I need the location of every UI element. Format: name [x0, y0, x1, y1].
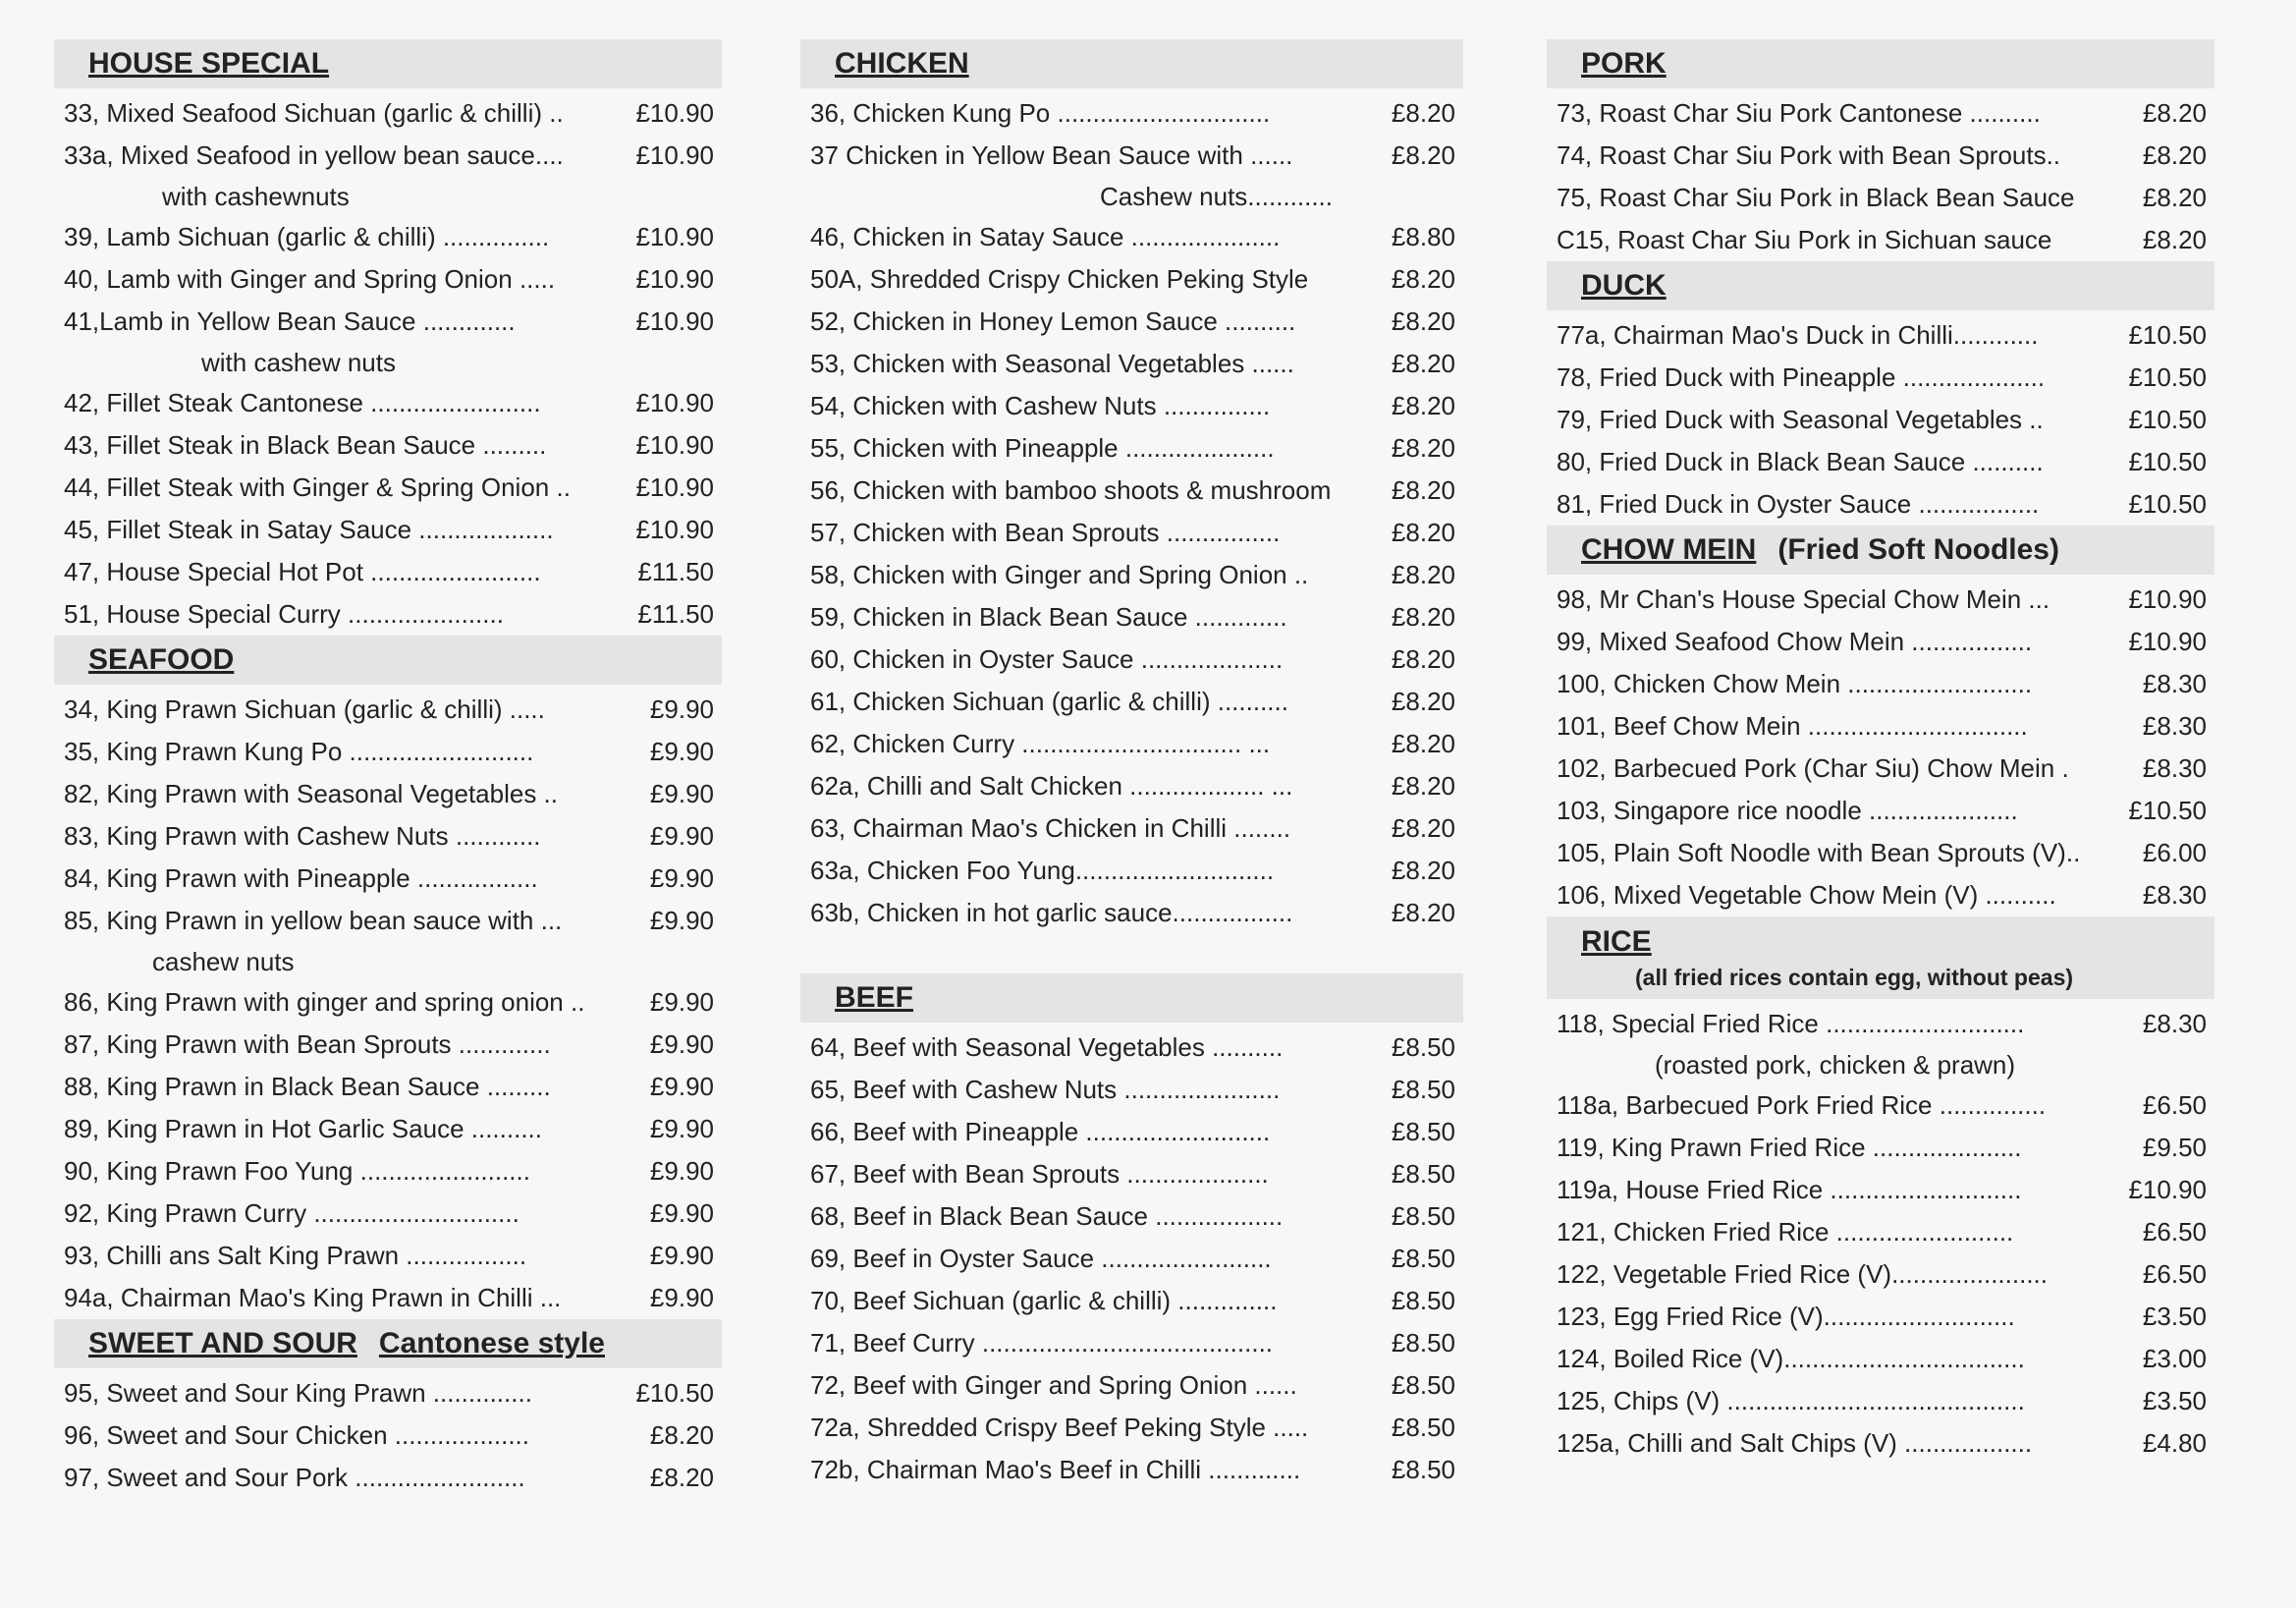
- menu-item: [800, 1111, 1463, 1153]
- menu-item-price: £9.90: [649, 1029, 714, 1059]
- menu-item-name: 72b, Chairman Mao's Beef in Chilli .............: [810, 1455, 1301, 1484]
- menu-item-price: £4.80: [2142, 1428, 2207, 1458]
- menu-item-name: 85, King Prawn in yellow bean sauce with ...: [64, 906, 563, 935]
- menu-item-name: 66, Beef with Pineapple ..........................: [810, 1117, 1271, 1146]
- section-spacer: [800, 934, 1463, 973]
- menu-item: [54, 509, 722, 551]
- menu-item: [54, 731, 722, 773]
- menu-item-name: 101, Beef Chow Mein ...............................: [1557, 711, 2028, 741]
- menu-item-name: 56, Chicken with bamboo shoots & mushroom: [810, 475, 1332, 505]
- menu-item-price: £8.50: [1391, 1201, 1455, 1231]
- menu-item: [800, 92, 1463, 135]
- menu-item-price: £8.50: [1391, 1159, 1455, 1189]
- menu-item-price: £8.20: [2142, 183, 2207, 212]
- menu-item-name: 78, Fried Duck with Pineapple ....................: [1557, 362, 2046, 392]
- menu-item-price: £8.20: [649, 1463, 714, 1492]
- menu-item: [54, 1372, 722, 1414]
- menu-item: [1547, 832, 2214, 874]
- menu-item-price: £9.90: [649, 863, 714, 893]
- menu-item-name: 106, Mixed Vegetable Chow Mein (V) ..........: [1557, 880, 2056, 910]
- menu-item-price: £10.90: [2128, 1175, 2207, 1204]
- menu-item-name: 71, Beef Curry .........................................: [810, 1328, 1274, 1358]
- menu-item: [800, 723, 1463, 765]
- menu-item-name: 123, Egg Fried Rice (V)...........................: [1557, 1302, 2015, 1331]
- menu-item-name: 97, Sweet and Sour Pork ........................: [64, 1463, 525, 1492]
- menu-item: [1547, 1211, 2214, 1253]
- section-header-row: [88, 643, 234, 677]
- menu-item-name: 121, Chicken Fried Rice .........................: [1557, 1217, 2014, 1247]
- menu-item-price: £8.20: [2142, 140, 2207, 170]
- menu-item: [1547, 663, 2214, 705]
- menu-item: [54, 858, 722, 900]
- menu-item: [1547, 579, 2214, 621]
- menu-item-price: £10.50: [635, 1378, 714, 1408]
- menu-item-price: £8.20: [1391, 856, 1455, 885]
- menu-item-price: £8.30: [2142, 1009, 2207, 1038]
- menu-item: [800, 1195, 1463, 1238]
- menu-item-subline: with cashew nuts: [201, 348, 396, 377]
- menu-item-price: £10.90: [635, 388, 714, 417]
- menu-column-right: [1547, 39, 2214, 1465]
- menu-item-price: £6.50: [2142, 1217, 2207, 1247]
- menu-item: [800, 1069, 1463, 1111]
- section-header-row: [1581, 533, 2059, 567]
- menu-item: [800, 1322, 1463, 1364]
- menu-item-price: £8.30: [2142, 753, 2207, 783]
- menu-item-price: £8.50: [1391, 1032, 1455, 1062]
- menu-item: [800, 512, 1463, 554]
- menu-item-subline: (roasted pork, chicken & prawn): [1655, 1050, 2016, 1080]
- menu-item: [54, 773, 722, 815]
- menu-item-name: 40, Lamb with Ginger and Spring Onion .....: [64, 264, 556, 294]
- menu-item-name: 52, Chicken in Honey Lemon Sauce ..........: [810, 306, 1296, 336]
- section-subtitle: Cantonese style: [378, 1327, 605, 1359]
- menu-item-price: £6.50: [2142, 1090, 2207, 1120]
- section-subtitle: (Fried Soft Noodles): [1777, 533, 2059, 566]
- menu-item-name: 60, Chicken in Oyster Sauce ....................: [810, 644, 1284, 674]
- menu-item: [800, 470, 1463, 512]
- section-header-chow-mein: [1547, 526, 2214, 575]
- menu-item: [800, 807, 1463, 850]
- menu-item: [1547, 92, 2214, 135]
- menu-item: [1547, 314, 2214, 357]
- menu-item-price: £9.90: [649, 821, 714, 851]
- section-title: BEEF: [835, 981, 914, 1014]
- menu-item-price: £8.20: [1391, 771, 1455, 801]
- menu-item-price: £9.90: [649, 1156, 714, 1186]
- menu-item: [1547, 177, 2214, 219]
- menu-item-name: 42, Fillet Steak Cantonese ........................: [64, 388, 541, 417]
- menu-item-name: 90, King Prawn Foo Yung ........................: [64, 1156, 530, 1186]
- menu-item-price: £8.20: [1391, 306, 1455, 336]
- menu-item-price: £10.90: [635, 98, 714, 128]
- menu-item-name: 59, Chicken in Black Bean Sauce .............: [810, 602, 1287, 632]
- menu-item-name: 98, Mr Chan's House Special Chow Mein ...: [1557, 584, 2050, 614]
- menu-item-price: £9.90: [649, 1198, 714, 1228]
- menu-item: [1547, 621, 2214, 663]
- menu-item: [800, 216, 1463, 258]
- menu-item: [54, 1066, 722, 1108]
- menu-item-price: £9.90: [649, 1241, 714, 1270]
- menu-item-price: £8.20: [1391, 391, 1455, 420]
- menu-item: [1547, 399, 2214, 441]
- menu-item-price: £9.90: [649, 737, 714, 766]
- section-title: DUCK: [1581, 269, 1667, 302]
- menu-item: [1547, 135, 2214, 177]
- menu-item: [800, 1026, 1463, 1069]
- menu-item-price: £10.50: [2128, 796, 2207, 825]
- menu-item-name: 124, Boiled Rice (V)..................................: [1557, 1344, 2025, 1373]
- menu-item-name: 119, King Prawn Fried Rice .....................: [1557, 1133, 2022, 1162]
- menu-item-price: £8.20: [1391, 98, 1455, 128]
- menu-item-price: £8.30: [2142, 880, 2207, 910]
- section-title: SEAFOOD: [88, 643, 235, 676]
- menu-item-price: £10.90: [635, 430, 714, 460]
- section-header-row: [88, 1327, 605, 1360]
- menu-item-price: £10.90: [635, 472, 714, 502]
- menu-item: [1547, 1338, 2214, 1380]
- menu-item-name: 63b, Chicken in hot garlic sauce.................: [810, 898, 1293, 927]
- section-title: HOUSE SPECIAL: [88, 47, 330, 80]
- menu-item-price: £10.50: [2128, 489, 2207, 519]
- section-title: SWEET AND SOUR: [88, 1327, 357, 1359]
- menu-item: [1547, 1253, 2214, 1296]
- menu-item-price: £3.50: [2142, 1386, 2207, 1415]
- menu-item-name: 33a, Mixed Seafood in yellow bean sauce....: [64, 140, 564, 170]
- menu-item-price: £11.50: [637, 599, 714, 629]
- menu-item-name: 75, Roast Char Siu Pork in Black Bean Sauce: [1557, 183, 2075, 212]
- menu-item-price: £10.90: [635, 306, 714, 336]
- menu-column-left: [54, 39, 722, 1499]
- menu-item-name: 118, Special Fried Rice ............................: [1557, 1009, 2025, 1038]
- menu-item: [800, 1407, 1463, 1449]
- menu-item-name: 125, Chips (V) ..........................................: [1557, 1386, 2025, 1415]
- menu-item-name: 64, Beef with Seasonal Vegetables ..........: [810, 1032, 1284, 1062]
- menu-item-name: 80, Fried Duck in Black Bean Sauce ..........: [1557, 447, 2044, 476]
- menu-item-price: £11.50: [637, 557, 714, 586]
- menu-item: [800, 258, 1463, 301]
- menu-item-name: 41,Lamb in Yellow Bean Sauce .............: [64, 306, 516, 336]
- menu-column-middle: [800, 39, 1463, 1491]
- menu-item: [1547, 748, 2214, 790]
- menu-item-price: £8.20: [1391, 687, 1455, 716]
- menu-item: [1547, 705, 2214, 748]
- menu-item-name: 84, King Prawn with Pineapple .................: [64, 863, 538, 893]
- menu-item: [800, 1449, 1463, 1491]
- menu-item-name: 62, Chicken Curry ............................... ...: [810, 729, 1271, 758]
- menu-item-name: 82, King Prawn with Seasonal Vegetables ..: [64, 779, 558, 808]
- menu-item-name: 65, Beef with Cashew Nuts ......................: [810, 1075, 1281, 1104]
- menu-item: [800, 1364, 1463, 1407]
- menu-item-price: £10.90: [635, 264, 714, 294]
- section-header-row: [1581, 269, 1667, 303]
- menu-item: [800, 385, 1463, 427]
- menu-item-price: £9.90: [649, 779, 714, 808]
- menu-item: [1547, 1084, 2214, 1127]
- section-header-pork: [1547, 39, 2214, 88]
- menu-item-price: £8.50: [1391, 1244, 1455, 1273]
- menu-item-name: 103, Singapore rice noodle .....................: [1557, 796, 2018, 825]
- menu-item-price: £10.90: [635, 222, 714, 251]
- menu-item: [1547, 357, 2214, 399]
- section-header-row: [88, 47, 329, 81]
- section-header-row: [1581, 47, 1667, 81]
- menu-item-price: £9.90: [649, 694, 714, 724]
- menu-item-name: 69, Beef in Oyster Sauce ........................: [810, 1244, 1272, 1273]
- menu-item-name: 81, Fried Duck in Oyster Sauce .................: [1557, 489, 2040, 519]
- menu-item-name: 72a, Shredded Crispy Beef Peking Style .....: [810, 1413, 1309, 1442]
- menu-item-price: £8.20: [1391, 264, 1455, 294]
- menu-item-price: £8.20: [2142, 225, 2207, 254]
- menu-item-name: 45, Fillet Steak in Satay Sauce ...................: [64, 515, 554, 544]
- menu-item-name: 77a, Chairman Mao's Duck in Chilli............: [1557, 320, 2039, 350]
- menu-item-price: £8.20: [1391, 602, 1455, 632]
- menu-item: [54, 815, 722, 858]
- menu-item-price: £8.20: [1391, 475, 1455, 505]
- menu-item-price: £9.90: [649, 1283, 714, 1312]
- menu-item: [54, 1414, 722, 1457]
- section-note: (all fried rices contain egg, without peas): [1635, 964, 2074, 990]
- menu-item-price: £6.00: [2142, 838, 2207, 867]
- menu-item: [54, 551, 722, 593]
- menu-item: [800, 1238, 1463, 1280]
- menu-item-price: £8.20: [649, 1420, 714, 1450]
- section-header-duck: [1547, 261, 2214, 310]
- menu-item-name: 57, Chicken with Bean Sprouts ................: [810, 518, 1281, 547]
- menu-item-price: £8.50: [1391, 1286, 1455, 1315]
- menu-item-name: 89, King Prawn in Hot Garlic Sauce ..........: [64, 1114, 542, 1143]
- menu-item-name: 95, Sweet and Sour King Prawn ..............: [64, 1378, 532, 1408]
- menu-item-name: 44, Fillet Steak with Ginger & Spring Onion ..: [64, 472, 571, 502]
- menu-item-name: C15, Roast Char Siu Pork in Sichuan sauce: [1557, 225, 2052, 254]
- menu-item: [800, 343, 1463, 385]
- menu-item-subline: Cashew nuts............: [1100, 182, 1333, 211]
- menu-item-name: 79, Fried Duck with Seasonal Vegetables ..: [1557, 405, 2044, 434]
- menu-item-price: £8.80: [1391, 222, 1455, 251]
- menu-item-price: £9.50: [2142, 1133, 2207, 1162]
- menu-item-subline: cashew nuts: [152, 947, 295, 976]
- menu-item: [54, 216, 722, 258]
- section-header-sweet-and-sour: [54, 1319, 722, 1368]
- menu-item-name: 43, Fillet Steak in Black Bean Sauce .........: [64, 430, 547, 460]
- section-header-rice: [1547, 916, 2214, 999]
- menu-item: [54, 689, 722, 731]
- menu-item-price: £8.50: [1391, 1455, 1455, 1484]
- menu-item-name: 34, King Prawn Sichuan (garlic & chilli) .....: [64, 694, 545, 724]
- menu-item-price: £8.30: [2142, 669, 2207, 698]
- menu-item-price: £9.90: [649, 906, 714, 935]
- section-header-row: [835, 981, 913, 1015]
- menu-item-name: 73, Roast Char Siu Pork Cantonese ..........: [1557, 98, 2041, 128]
- menu-item-price: £9.90: [649, 1114, 714, 1143]
- menu-item: [54, 981, 722, 1024]
- menu-item-name: 70, Beef Sichuan (garlic & chilli) ..............: [810, 1286, 1278, 1315]
- menu-item-name: 50A, Shredded Crispy Chicken Peking Style: [810, 264, 1309, 294]
- menu-item: [800, 1153, 1463, 1195]
- menu-item-name: 55, Chicken with Pineapple .....................: [810, 433, 1275, 463]
- menu-item-price: £8.20: [1391, 560, 1455, 589]
- section-header-seafood: [54, 636, 722, 685]
- menu-item-name: 94a, Chairman Mao's King Prawn in Chilli ...: [64, 1283, 562, 1312]
- menu-item-name: 63, Chairman Mao's Chicken in Chilli ........: [810, 813, 1291, 843]
- menu-item-name: 86, King Prawn with ginger and spring onion ..: [64, 987, 585, 1017]
- section-title: RICE: [1581, 924, 1652, 958]
- menu-item: [800, 554, 1463, 596]
- menu-item: [54, 1024, 722, 1066]
- menu-item: [54, 1150, 722, 1192]
- menu-item: [1547, 483, 2214, 526]
- menu-item-price: £8.20: [1391, 518, 1455, 547]
- menu-item-name: 61, Chicken Sichuan (garlic & chilli) ..........: [810, 687, 1288, 716]
- menu-item-name: 74, Roast Char Siu Pork with Bean Sprouts..: [1557, 140, 2061, 170]
- menu-item: [1547, 1169, 2214, 1211]
- menu-item-name: 100, Chicken Chow Mein ..........................: [1557, 669, 2033, 698]
- menu-item-price: £9.90: [649, 1072, 714, 1101]
- menu-item: [1547, 1127, 2214, 1169]
- menu-item: [1547, 441, 2214, 483]
- menu-item-price: £10.90: [2128, 584, 2207, 614]
- menu-item-price: £8.20: [1391, 433, 1455, 463]
- menu-item: [1547, 219, 2214, 261]
- menu-item-name: 62a, Chilli and Salt Chicken ................... ...: [810, 771, 1293, 801]
- menu-item-name: 96, Sweet and Sour Chicken ...................: [64, 1420, 530, 1450]
- menu-item-price: £8.50: [1391, 1328, 1455, 1358]
- menu-item-name: 33, Mixed Seafood Sichuan (garlic & chilli) ..: [64, 98, 564, 128]
- menu-item-price: £8.20: [1391, 140, 1455, 170]
- menu-item-name: 105, Plain Soft Noodle with Bean Sprouts (V)..: [1557, 838, 2081, 867]
- menu-item-price: £8.30: [2142, 711, 2207, 741]
- menu-item: [1547, 1296, 2214, 1338]
- menu-item-name: 58, Chicken with Ginger and Spring Onion ..: [810, 560, 1309, 589]
- menu-item-name: 63a, Chicken Foo Yung............................: [810, 856, 1275, 885]
- menu-item-price: £8.20: [1391, 644, 1455, 674]
- menu-item-name: 87, King Prawn with Bean Sprouts .............: [64, 1029, 551, 1059]
- menu-item-name: 35, King Prawn Kung Po ..........................: [64, 737, 534, 766]
- menu-item: [54, 424, 722, 467]
- menu-item: [54, 1277, 722, 1319]
- menu-item: [54, 1457, 722, 1499]
- menu-item: [54, 382, 722, 424]
- section-header-house-special: [54, 39, 722, 88]
- menu-item: [54, 92, 722, 135]
- menu-item: [800, 301, 1463, 343]
- menu-item: [1547, 1380, 2214, 1422]
- menu-item-price: £8.20: [1391, 729, 1455, 758]
- menu-item-name: 125a, Chilli and Salt Chips (V) ..................: [1557, 1428, 2033, 1458]
- menu-item-name: 47, House Special Hot Pot ........................: [64, 557, 541, 586]
- menu-item-name: 46, Chicken in Satay Sauce .....................: [810, 222, 1281, 251]
- menu-item: [1547, 790, 2214, 832]
- menu-item-name: 119a, House Fried Rice ...........................: [1557, 1175, 2022, 1204]
- section-header-chicken: [800, 39, 1463, 88]
- menu-item-price: £3.50: [2142, 1302, 2207, 1331]
- menu-item-name: 93, Chilli ans Salt King Prawn .................: [64, 1241, 527, 1270]
- menu-item-name: 68, Beef in Black Bean Sauce ..................: [810, 1201, 1284, 1231]
- menu-item: [1547, 1422, 2214, 1465]
- menu-item: [54, 1235, 722, 1277]
- menu-item-name: 54, Chicken with Cashew Nuts ...............: [810, 391, 1271, 420]
- menu-item: [54, 593, 722, 636]
- menu-item-price: £10.90: [2128, 627, 2207, 656]
- section-title: CHICKEN: [835, 47, 969, 80]
- menu-item: [54, 135, 722, 177]
- menu-item-name: 92, King Prawn Curry .............................: [64, 1198, 519, 1228]
- menu-item: [54, 301, 722, 343]
- menu-item-name: 53, Chicken with Seasonal Vegetables ......: [810, 349, 1294, 378]
- menu-item-price: £8.50: [1391, 1413, 1455, 1442]
- menu-item: [800, 892, 1463, 934]
- menu-item-price: £8.20: [2142, 98, 2207, 128]
- menu-item-name: 83, King Prawn with Cashew Nuts ............: [64, 821, 541, 851]
- menu-item: [800, 427, 1463, 470]
- menu-item: [800, 596, 1463, 638]
- menu-item-price: £3.00: [2142, 1344, 2207, 1373]
- menu-item-price: £10.90: [635, 515, 714, 544]
- menu-item: [54, 1192, 722, 1235]
- menu-item: [800, 1280, 1463, 1322]
- menu-item-name: 51, House Special Curry ......................: [64, 599, 504, 629]
- menu-item: [1547, 874, 2214, 916]
- menu-item-price: £8.50: [1391, 1117, 1455, 1146]
- menu-item-price: £8.20: [1391, 349, 1455, 378]
- menu-item-price: £8.20: [1391, 898, 1455, 927]
- menu-item-price: £10.50: [2128, 362, 2207, 392]
- menu-item-name: 36, Chicken Kung Po ..............................: [810, 98, 1271, 128]
- menu-item-price: £8.50: [1391, 1075, 1455, 1104]
- menu-item-price: £9.90: [649, 987, 714, 1017]
- menu-item-name: 88, King Prawn in Black Bean Sauce .........: [64, 1072, 551, 1101]
- section-header-row: [835, 47, 969, 81]
- menu-item-price: £10.50: [2128, 447, 2207, 476]
- section-title: PORK: [1581, 47, 1667, 80]
- section-title: CHOW MEIN: [1581, 533, 1757, 566]
- menu-item-subline: with cashewnuts: [162, 182, 350, 211]
- menu-item-name: 72, Beef with Ginger and Spring Onion ......: [810, 1370, 1297, 1400]
- menu-item-name: 122, Vegetable Fried Rice (V)......................: [1557, 1259, 2048, 1289]
- menu-item: [800, 135, 1463, 177]
- menu-item: [800, 681, 1463, 723]
- menu-item-price: £6.50: [2142, 1259, 2207, 1289]
- menu-item: [54, 467, 722, 509]
- menu-item-name: 39, Lamb Sichuan (garlic & chilli) ...............: [64, 222, 550, 251]
- menu-item-name: 37 Chicken in Yellow Bean Sauce with ......: [810, 140, 1293, 170]
- menu-item-name: 102, Barbecued Pork (Char Siu) Chow Mein .: [1557, 753, 2069, 783]
- section-header-row: [1581, 925, 1652, 959]
- menu-item: [1547, 1003, 2214, 1045]
- menu-item-price: £10.50: [2128, 405, 2207, 434]
- menu-item-name: 67, Beef with Bean Sprouts ....................: [810, 1159, 1269, 1189]
- menu-item: [54, 900, 722, 942]
- menu-item: [800, 765, 1463, 807]
- menu-item-price: £10.90: [635, 140, 714, 170]
- menu-item-name: 118a, Barbecued Pork Fried Rice ...............: [1557, 1090, 2047, 1120]
- menu-item: [800, 850, 1463, 892]
- menu-item: [54, 258, 722, 301]
- menu-item-price: £8.50: [1391, 1370, 1455, 1400]
- section-header-beef: [800, 973, 1463, 1023]
- menu-item: [54, 1108, 722, 1150]
- menu-item-name: 99, Mixed Seafood Chow Mein .................: [1557, 627, 2033, 656]
- menu-item: [800, 638, 1463, 681]
- menu-item-price: £8.20: [1391, 813, 1455, 843]
- menu-item-price: £10.50: [2128, 320, 2207, 350]
